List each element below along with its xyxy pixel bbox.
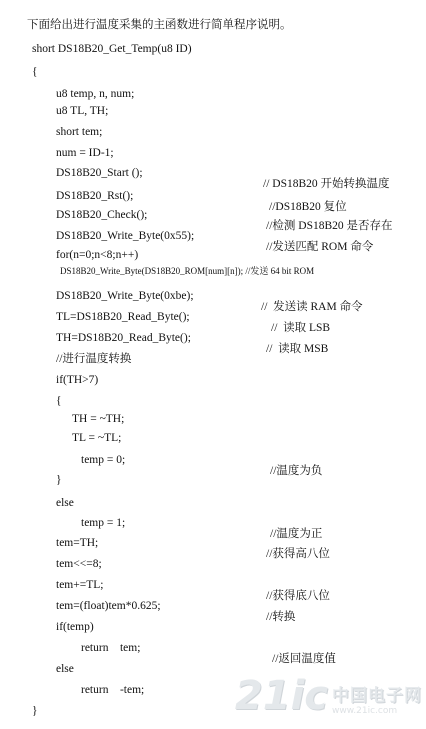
code-line: short tem; <box>56 125 103 138</box>
code-line: return tem; //返回温度值 <box>81 641 336 665</box>
code-line: tem=TH; //获得高八位 <box>56 536 330 560</box>
code-line: DS18B20_Write_Byte(0x55); //发送匹配 ROM 命令 <box>56 229 374 253</box>
code-line: temp = 0; //温度为负 <box>81 453 323 477</box>
code-comment: //发送匹配 ROM 命令 <box>266 241 374 253</box>
code-line: return -tem; <box>81 683 145 696</box>
code-comment: // 发送读 RAM 命令 <box>261 301 363 313</box>
code-line: tem<<=8; <box>56 557 102 570</box>
watermark-logo: 21ic <box>234 673 328 719</box>
code-comment: //DS18B20 复位 <box>269 201 347 213</box>
code-comment: //获得高八位 <box>266 548 330 560</box>
watermark-side <box>332 681 422 716</box>
code-line: } <box>56 473 62 486</box>
code-line: u8 TL, TH; <box>56 104 109 117</box>
code-line: if(TH>7) <box>56 373 99 386</box>
code-line: } <box>32 704 38 717</box>
watermark-domain: www.21ic.com <box>332 706 398 716</box>
code-line: TL = ~TL; <box>72 431 122 444</box>
code-comment: //转换 <box>266 611 296 623</box>
code-comment: // 读取 MSB <box>266 343 329 355</box>
code-comment: //温度为负 <box>270 465 323 477</box>
code-line: else <box>56 496 74 509</box>
code-line: { <box>32 65 38 78</box>
code-line: DS18B20_Rst(); //DS18B20 复位 <box>56 189 347 213</box>
code-comment: //检测 DS18B20 是否存在 <box>266 220 393 232</box>
code-line: TH=DS18B20_Read_Byte(); // 读取 MSB <box>56 331 329 355</box>
code-line: //进行温度转换 <box>56 352 132 365</box>
code-line: short DS18B20_Get_Temp(u8 ID) <box>32 42 192 55</box>
watermark <box>234 673 422 719</box>
code-line: { <box>56 394 62 407</box>
code-line: num = ID-1; <box>56 146 114 159</box>
code-line: tem=(float)tem*0.625; //转换 <box>56 599 296 623</box>
code-line: u8 temp, n, num; <box>56 87 135 100</box>
watermark-cn: 中国电子网 <box>332 686 422 706</box>
code-line: TL=DS18B20_Read_Byte(); // 读取 LSB <box>56 310 331 334</box>
code-comment: //获得底八位 <box>266 590 330 602</box>
code-comment: // DS18B20 开始转换温度 <box>263 178 390 190</box>
code-line: else <box>56 662 74 675</box>
code-line: tem+=TL; //获得底八位 <box>56 578 330 602</box>
code-line: DS18B20_Check(); //检测 DS18B20 是否存在 <box>56 208 393 232</box>
code-line: for(n=0;n<8;n++) <box>56 248 139 261</box>
intro-text: 下面给出进行温度采集的主函数进行简单程序说明。 <box>27 18 292 31</box>
code-line: temp = 1; //温度为正 <box>81 516 323 540</box>
code-line: DS18B20_Write_Byte(0xbe); // 发送读 RAM 命令 <box>56 289 363 313</box>
code-line: if(temp) <box>56 620 94 633</box>
code-comment: // 读取 LSB <box>271 322 331 334</box>
code-line: DS18B20_Start (); // DS18B20 开始转换温度 <box>56 166 390 190</box>
code-line: DS18B20_Write_Byte(DS18B20_ROM[num][n]); //发送 64 bit ROM <box>60 266 315 276</box>
code-comment: //温度为正 <box>270 528 323 540</box>
code-line: TH = ~TH; <box>72 412 125 425</box>
code-comment: //返回温度值 <box>272 653 336 665</box>
